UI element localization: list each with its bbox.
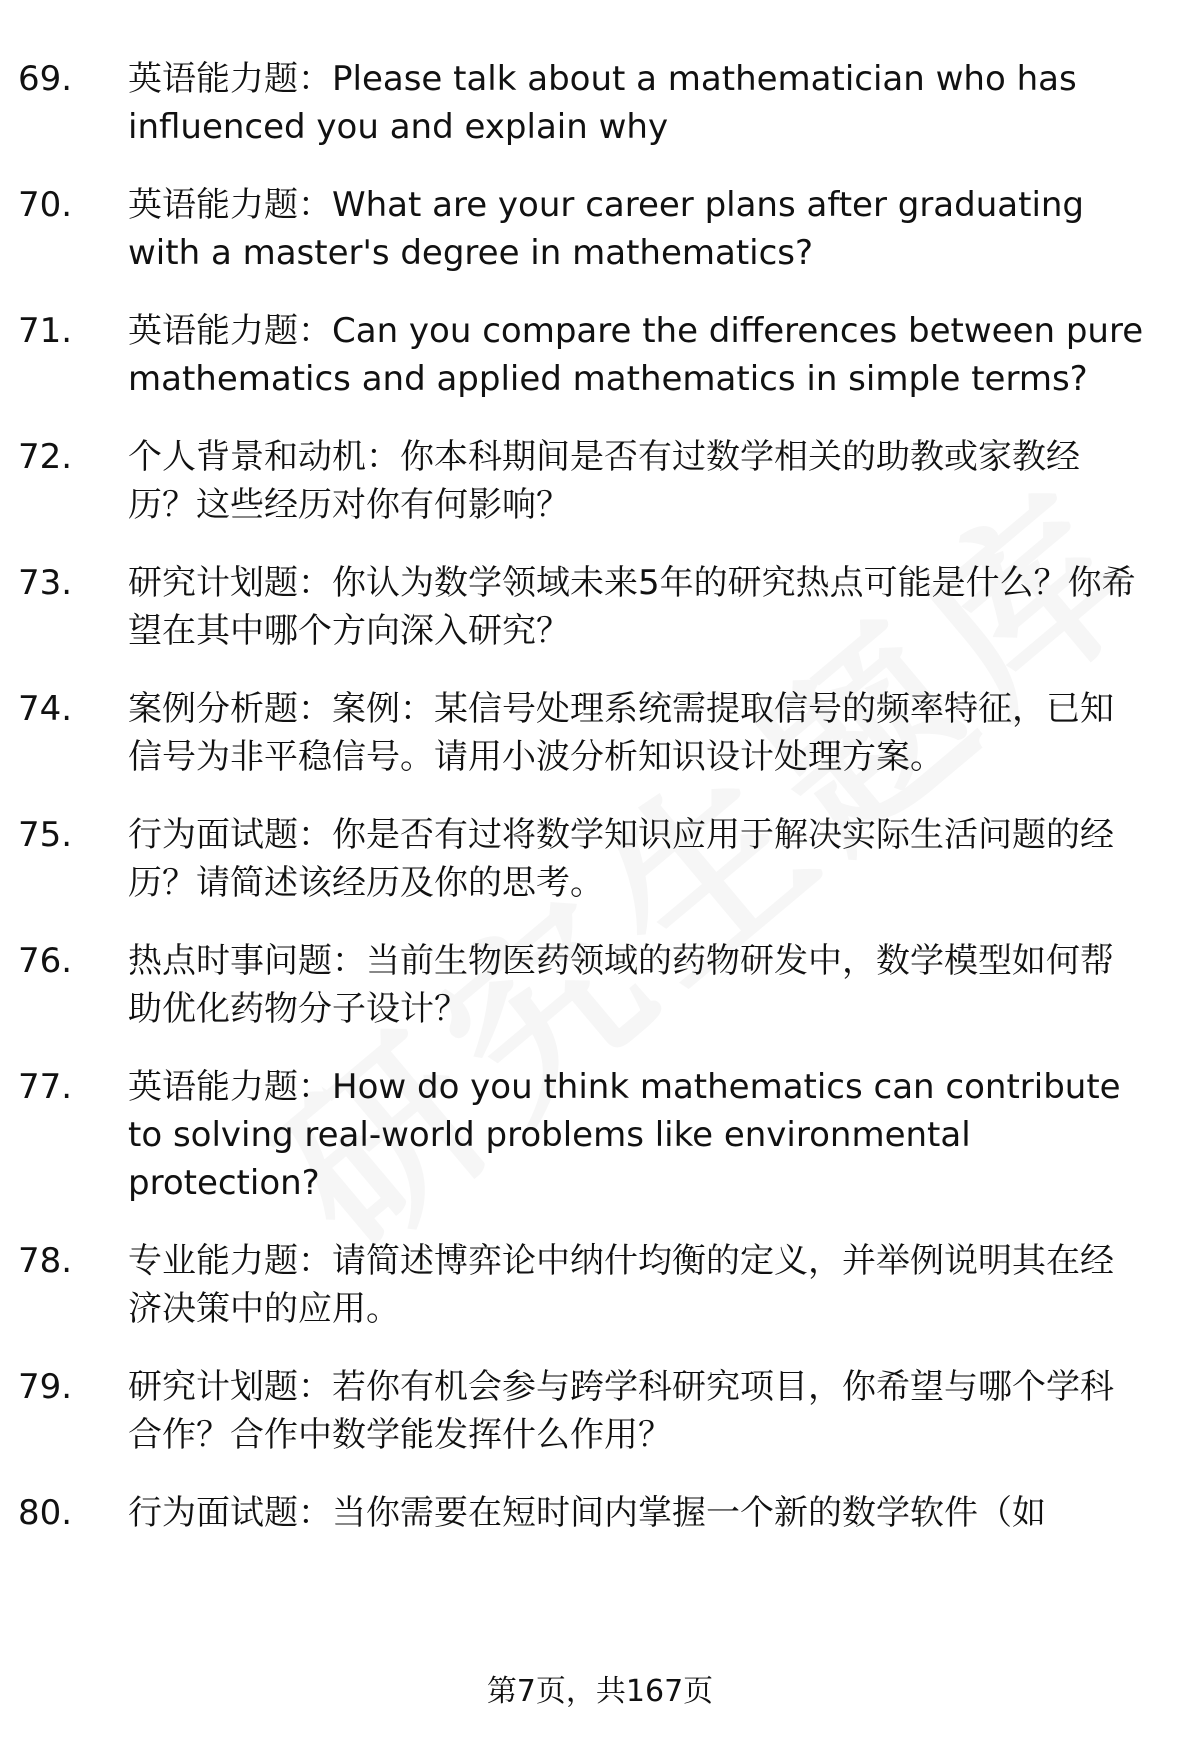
question-text <box>128 55 1146 151</box>
question-body: 你本科期间是否有过数学相关的助教或家教经历？这些经历对你有何影响？ <box>128 437 1080 525</box>
question-75 <box>0 811 1200 907</box>
question-text <box>128 307 1146 403</box>
question-body: 你认为数学领域未来5年的研究热点可能是什么？你希望在其中哪个方向深入研究？ <box>128 563 1136 651</box>
question-number: 76. <box>18 941 73 981</box>
question-69 <box>0 55 1200 151</box>
question-text <box>128 1363 1146 1459</box>
question-category: 英语能力题： <box>128 59 332 99</box>
question-body: 若你有机会参与跨学科研究项目，你希望与哪个学科合作？合作中数学能发挥什么作用？ <box>128 1367 1114 1455</box>
question-category: 行为面试题： <box>128 815 332 855</box>
question-list <box>0 55 1200 1567</box>
question-77 <box>0 1063 1200 1207</box>
question-70 <box>0 181 1200 277</box>
question-category: 专业能力题： <box>128 1241 332 1281</box>
question-body: Please talk about a mathematician who has influenced you and explain why <box>128 59 1077 147</box>
question-78 <box>0 1237 1200 1333</box>
question-category: 英语能力题： <box>128 185 332 225</box>
question-text <box>128 181 1146 277</box>
question-number: 72. <box>18 437 73 477</box>
question-72 <box>0 433 1200 529</box>
question-category: 热点时事问题： <box>128 941 366 981</box>
question-category: 研究计划题： <box>128 563 332 603</box>
question-number: 70. <box>18 185 73 225</box>
question-text <box>128 685 1146 781</box>
question-number: 71. <box>18 311 73 351</box>
question-body: 请简述博弈论中纳什均衡的定义，并举例说明其在经济决策中的应用。 <box>128 1241 1114 1329</box>
question-category: 英语能力题： <box>128 1067 332 1107</box>
question-text <box>128 1063 1146 1207</box>
question-body: 当你需要在短时间内掌握一个新的数学软件（如 <box>332 1493 1046 1533</box>
question-79 <box>0 1363 1200 1459</box>
question-category: 行为面试题： <box>128 1493 332 1533</box>
question-text <box>128 1489 1146 1537</box>
question-body: What are your career plans after graduating with a master's degree in mathematics? <box>128 185 1085 273</box>
question-number: 74. <box>18 689 73 729</box>
question-body: Can you compare the differences between pure mathematics and applied mathematics in simple terms? <box>128 311 1144 399</box>
question-74 <box>0 685 1200 781</box>
question-number: 78. <box>18 1241 73 1281</box>
question-71 <box>0 307 1200 403</box>
question-text <box>128 937 1146 1033</box>
question-category: 英语能力题： <box>128 311 332 351</box>
question-text <box>128 1237 1146 1333</box>
question-number: 73. <box>18 563 73 603</box>
question-73 <box>0 559 1200 655</box>
page-footer: 第7页，共167页 <box>486 1674 714 1709</box>
question-category: 研究计划题： <box>128 1367 332 1407</box>
question-number: 79. <box>18 1367 73 1407</box>
question-number: 77. <box>18 1067 73 1107</box>
question-76 <box>0 937 1200 1033</box>
question-category: 案例分析题： <box>128 689 332 729</box>
question-80 <box>0 1489 1200 1537</box>
question-number: 75. <box>18 815 73 855</box>
question-text <box>128 559 1146 655</box>
question-text <box>128 433 1146 529</box>
question-body: 案例：某信号处理系统需提取信号的频率特征，已知信号为非平稳信号。请用小波分析知识设计处理方案。 <box>128 689 1114 777</box>
question-body: 当前生物医药领域的药物研发中，数学模型如何帮助优化药物分子设计？ <box>128 941 1114 1029</box>
question-number: 80. <box>18 1493 73 1533</box>
question-text <box>128 811 1146 907</box>
question-body: How do you think mathematics can contribute to solving real-world problems like environmental protection? <box>128 1067 1121 1203</box>
question-number: 69. <box>18 59 73 99</box>
question-body: 你是否有过将数学知识应用于解决实际生活问题的经历？请简述该经历及你的思考。 <box>128 815 1114 903</box>
question-category: 个人背景和动机： <box>128 437 400 477</box>
